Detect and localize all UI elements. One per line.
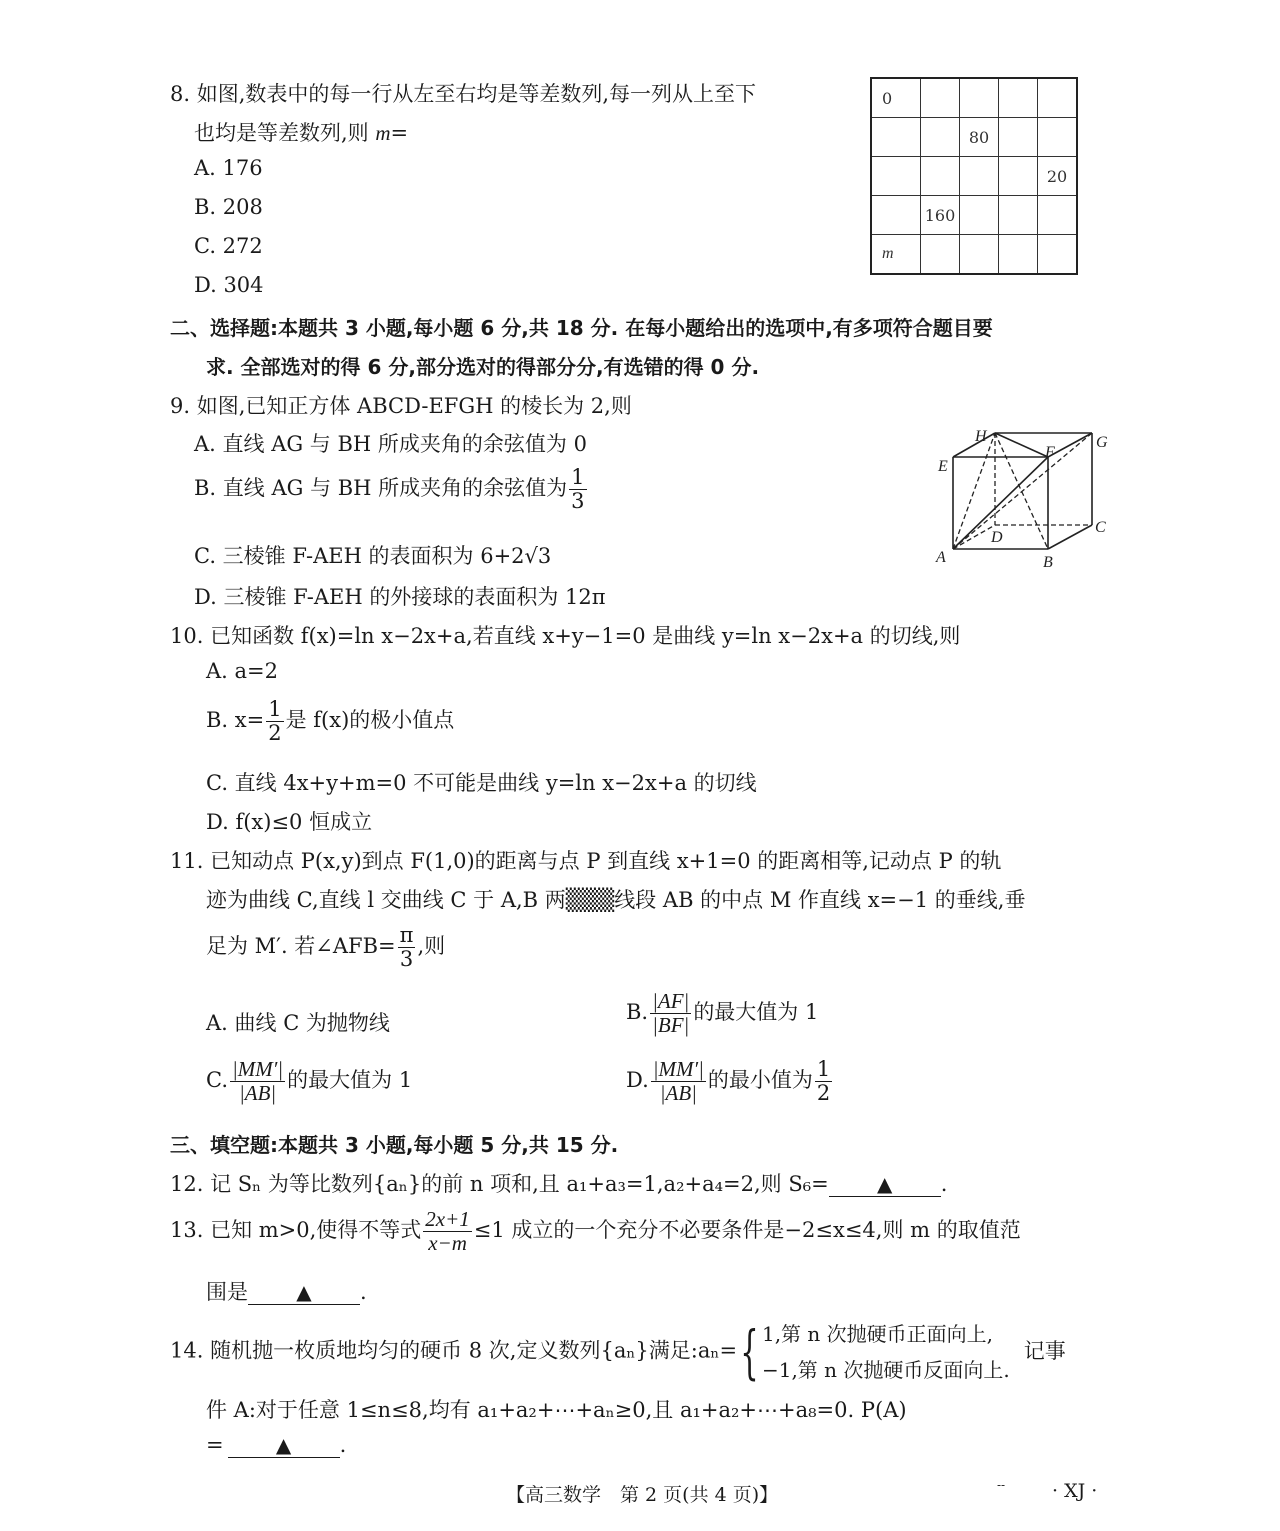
q8-option-a: A. 176 [194, 156, 263, 180]
edge-ag [953, 433, 1092, 549]
q12-text: 12. 记 Sₙ 为等比数列{aₙ}的前 n 项和,且 a₁+a₃=1,a₂+a₄=2,则 S₆= [170, 1172, 829, 1196]
grid-cell [960, 157, 999, 196]
q13-suffix: ≤1 成立的一个充分不必要条件是−2≤x≤4,则 m 的取值范 [473, 1218, 1021, 1243]
q11-line3-suffix: ,则 [417, 934, 446, 959]
q14-case-2: −1,第 n 次抛硬币反面向上. [761, 1358, 1010, 1382]
q11-option-c-suffix: 的最大值为 1 [287, 1068, 413, 1093]
q10-option-c: C. 直线 4x+y+m=0 不可能是曲线 y=ln x−2x+a 的切线 [206, 771, 757, 795]
fraction-denominator: |AB| [659, 1081, 697, 1106]
triangle-icon: ▲ [296, 1280, 312, 1304]
vertex-label-e: E [938, 458, 948, 475]
q9-option-b-text: B. 直线 AG 与 BH 所成夹角的余弦值为 [194, 476, 568, 501]
grid-cell [1038, 118, 1078, 157]
q8-number-grid [870, 77, 1078, 275]
q8-equals: = [390, 121, 409, 145]
q11-option-d-prefix: D. [626, 1068, 649, 1093]
edge-eh [953, 433, 995, 457]
triangle-icon: ▲ [877, 1172, 893, 1196]
q11-stem-line3 [206, 924, 445, 971]
grid-cell [921, 78, 960, 118]
grid-cell [921, 235, 960, 275]
grid-cell [1038, 235, 1078, 275]
vertex-label-h: H [975, 428, 987, 445]
grid-cell [999, 157, 1038, 196]
vertex-label-b: B [1043, 554, 1053, 571]
q11-option-b [626, 990, 818, 1037]
fraction [423, 1208, 472, 1255]
q13-line2 [206, 1276, 367, 1306]
fraction [815, 1058, 832, 1105]
q14-period: . [339, 1433, 347, 1457]
fraction-numerator: |AF| [652, 989, 690, 1013]
q14-case-1: 1,第 n 次抛硬币正面向上, [761, 1322, 994, 1346]
q8-var-m: m [375, 121, 391, 145]
q10-option-b [206, 698, 454, 745]
fraction-numerator: |MM′| [232, 1057, 284, 1081]
section2-header-line2: 求. 全部选对的得 6 分,部分选对的得部分分,有选错的得 0 分. [206, 355, 760, 379]
vertex-label-c: C [1095, 519, 1106, 536]
q9-option-a: A. 直线 AG 与 BH 所成夹角的余弦值为 0 [194, 432, 587, 456]
grid-cell: 160 [921, 196, 960, 235]
grid-cell [871, 118, 921, 157]
page-footer: 【高三数学 第 2 页(共 4 页)】 [506, 1484, 779, 1506]
fraction-numerator: 1 [816, 1057, 831, 1081]
edge-hf [995, 433, 1048, 457]
fraction-denominator: 3 [399, 947, 414, 972]
q9-cube-diagram [930, 425, 1120, 575]
q13-answer-blank[interactable] [248, 1280, 360, 1305]
q11-option-b-suffix: 的最大值为 1 [693, 1000, 819, 1025]
q10-option-b-suffix: 是 f(x)的极小值点 [285, 708, 455, 733]
grid-cell [960, 196, 999, 235]
q9-stem: 9. 如图,已知正方体 ABCD-EFGH 的棱长为 2,则 [170, 394, 632, 418]
grid-cell [1038, 78, 1078, 118]
fraction-denominator: x−m [428, 1231, 467, 1256]
q11-option-b-prefix: B. [626, 1000, 649, 1025]
section3-header: 三、填空题:本题共 3 小题,每小题 5 分,共 15 分. [170, 1133, 619, 1157]
section2-header-line1: 二、选择题:本题共 3 小题,每小题 6 分,共 18 分. 在每小题给出的选项中,有多项符合题目要 [170, 316, 993, 340]
vertex-label-f: F [1045, 444, 1055, 461]
fraction [230, 1058, 285, 1105]
grid-cell [921, 118, 960, 157]
fraction [266, 698, 283, 745]
q9-option-c: C. 三棱锥 F-AEH 的表面积为 6+2√3 [194, 544, 552, 568]
q13-prefix: 13. 已知 m>0,使得不等式 [170, 1218, 422, 1243]
grid-cell [999, 196, 1038, 235]
q8-stem-line2 [194, 117, 408, 147]
grid-cell [999, 78, 1038, 118]
fraction-denominator: |AB| [238, 1081, 277, 1106]
q12-stem [170, 1168, 947, 1198]
left-brace-icon: { [740, 1318, 759, 1386]
q14-line2: 件 A:对于任意 1≤n≤8,均有 a₁+a₂+⋯+aₙ≥0,且 a₁+a₂+⋯+a₈=0. P(A) [206, 1398, 907, 1422]
footer-mark: -- [997, 1478, 1006, 1492]
fraction-numerator: 1 [571, 465, 585, 489]
vertex-label-g: G [1096, 434, 1108, 451]
fraction-denominator: 2 [268, 721, 282, 746]
fraction-denominator: 2 [816, 1081, 831, 1106]
q8-stem-line1: 8. 如图,数表中的每一行从左至右均是等差数列,每一列从上至下 [170, 82, 757, 106]
fraction-numerator: π [399, 923, 414, 947]
fraction-numerator: 2x+1 [425, 1207, 470, 1231]
q9-option-d: D. 三棱锥 F-AEH 的外接球的表面积为 12π [194, 585, 606, 609]
fraction [650, 990, 691, 1037]
grid-cell: 20 [1038, 157, 1078, 196]
q11-option-c-prefix: C. [206, 1068, 228, 1093]
grid-cell [960, 235, 999, 275]
q11-option-d-suffix: 的最小值为 [707, 1068, 813, 1093]
q13-stem [170, 1208, 1021, 1255]
q12-answer-blank[interactable] [829, 1172, 941, 1197]
q10-stem: 10. 已知函数 f(x)=ln x−2x+a,若直线 x+y−1=0 是曲线 y=ln x−2x+a 的切线,则 [170, 624, 961, 648]
grid-cell [871, 157, 921, 196]
vertex-label-d: D [991, 529, 1003, 546]
q11-stem-line1: 11. 已知动点 P(x,y)到点 F(1,0)的距离与点 P 到直线 x+1=0 的距离相等,记动点 P 的轨 [170, 849, 1002, 873]
q8-option-d: D. 304 [194, 273, 264, 297]
q12-period: . [940, 1172, 948, 1196]
fraction-denominator: 3 [571, 489, 585, 514]
q14-answer-blank[interactable] [228, 1433, 340, 1458]
q11-option-c [206, 1058, 412, 1105]
grid-cell [999, 118, 1038, 157]
triangle-icon: ▲ [275, 1433, 292, 1457]
q8-stem-text: 也均是等差数列,则 [194, 121, 376, 145]
q11-line3-prefix: 足为 M′. 若∠AFB= [206, 934, 396, 959]
q8-option-b: B. 208 [194, 195, 263, 219]
q9-option-b [194, 466, 589, 513]
fraction-numerator: 1 [268, 697, 282, 721]
q13-period: . [360, 1280, 367, 1304]
q11-stem-line2: 迹为曲线 C,直线 l 交曲线 C 于 A,B 两▒▒▒线段 AB 的中点 M 作直线 x=−1 的垂线,垂 [206, 888, 1026, 912]
q13-line2-text: 围是 [206, 1280, 248, 1304]
q14-line3 [206, 1433, 346, 1458]
q10-option-d: D. f(x)≤0 恒成立 [206, 810, 373, 834]
fraction [569, 466, 586, 513]
edge-bc [1048, 525, 1092, 549]
q11-option-d [626, 1058, 834, 1105]
vertex-label-a: A [936, 549, 946, 566]
grid-cell [960, 78, 999, 118]
grid-cell [1038, 196, 1078, 235]
q14-piecewise-cases [762, 1316, 1010, 1388]
q14-prefix: 14. 随机抛一枚质地均匀的硬币 8 次,定义数列{aₙ}满足:aₙ= [170, 1338, 738, 1363]
grid-cell: 0 [871, 78, 921, 118]
q14-suffix: 记事 [1023, 1338, 1066, 1363]
grid-cell [999, 235, 1038, 275]
grid-cell: 80 [960, 118, 999, 157]
grid-cell [921, 157, 960, 196]
q10-option-b-prefix: B. x= [206, 708, 265, 733]
fraction [651, 1058, 706, 1105]
grid-cell [871, 196, 921, 235]
fraction-numerator: |MM′| [652, 1057, 704, 1081]
footer-code: · XJ · [1052, 1480, 1098, 1502]
q14-stem [170, 1316, 1066, 1388]
fraction-denominator: |BF| [652, 1013, 690, 1038]
grid-cell: m [871, 235, 921, 275]
q14-equals: = [206, 1433, 224, 1457]
fraction [398, 924, 416, 971]
q8-option-c: C. 272 [194, 234, 263, 258]
q11-option-a: A. 曲线 C 为抛物线 [206, 1011, 390, 1035]
q10-option-a: A. a=2 [206, 659, 278, 683]
